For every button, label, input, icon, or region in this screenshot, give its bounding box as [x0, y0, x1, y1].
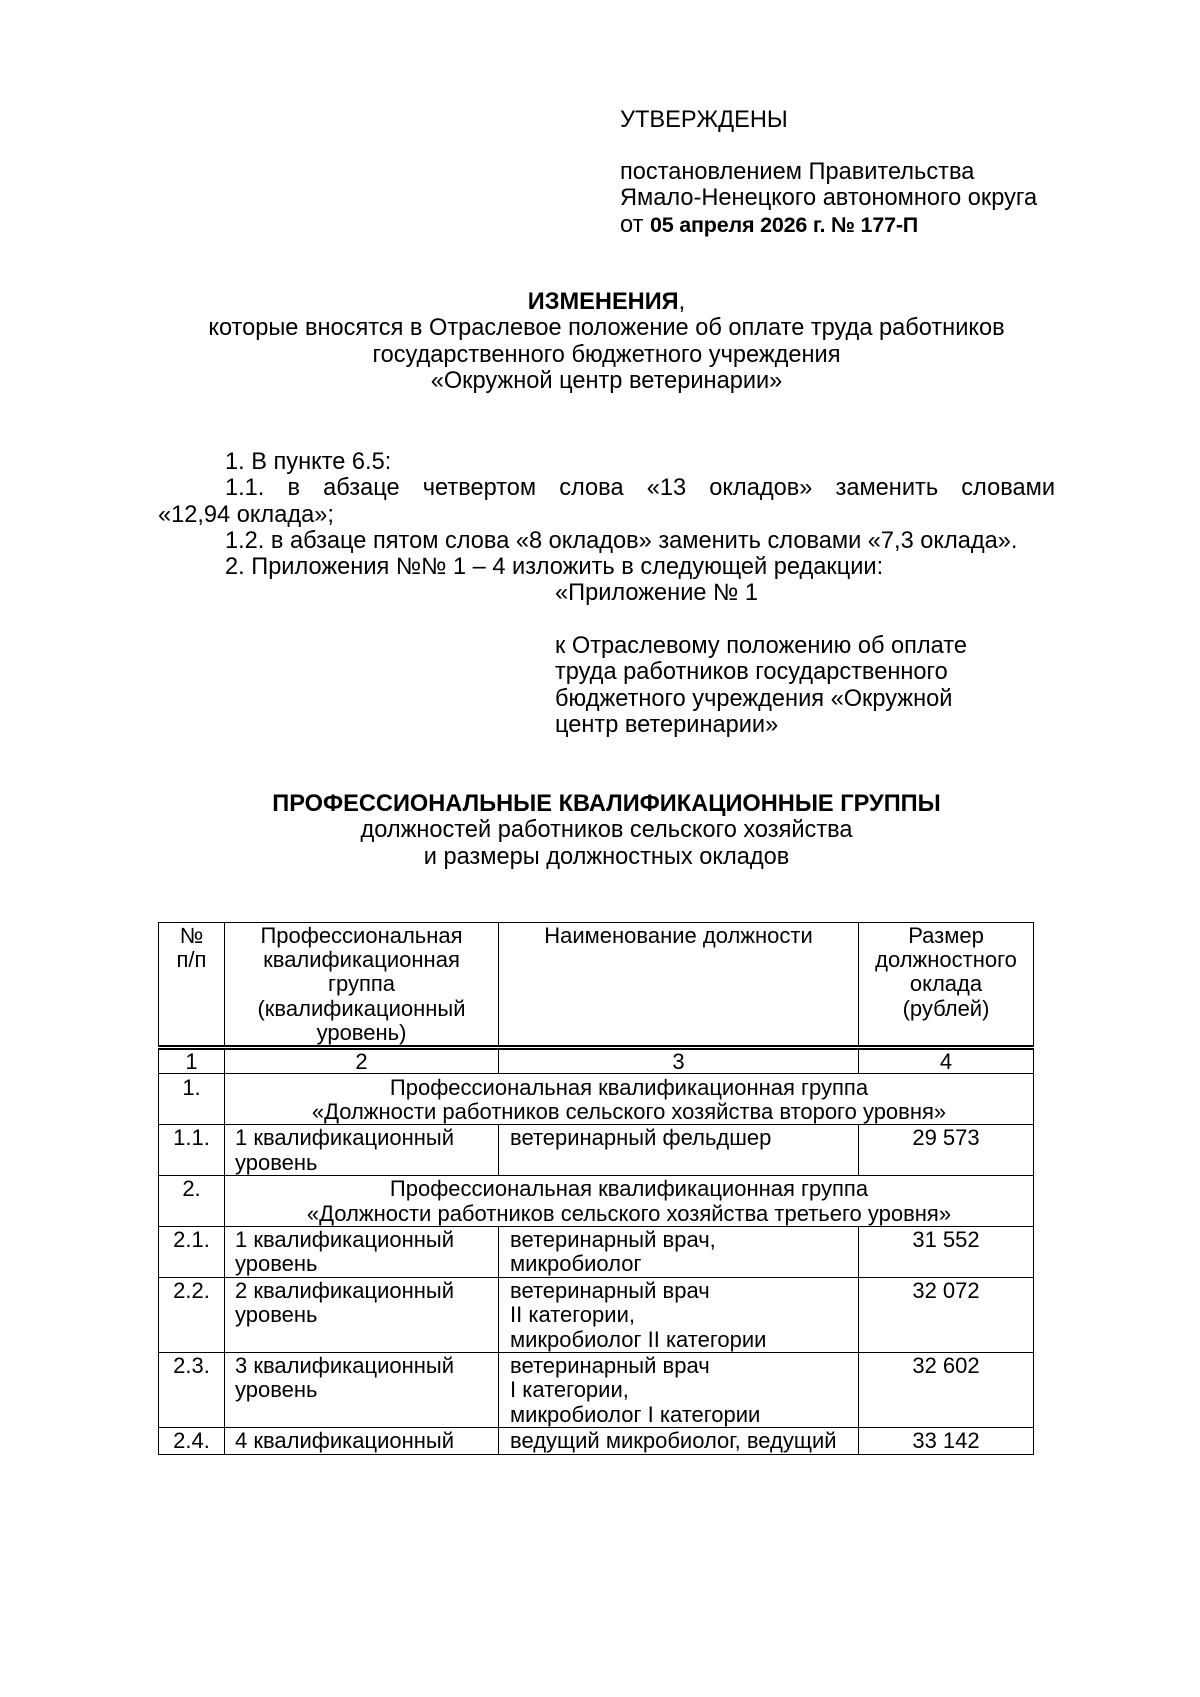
row-number: 2.1. [159, 1226, 225, 1277]
row-number: 2. [159, 1175, 225, 1226]
position-name: ветеринарный врач II категории, микробиолог II категории [499, 1277, 859, 1352]
header-cell-number: № п/п [159, 923, 225, 1048]
table-heading-line: и размеры должностных окладов [423, 843, 790, 870]
decree-prefix: от [620, 211, 650, 238]
table-heading-title: ПРОФЕССИОНАЛЬНЫЕ КВАЛИФИКАЦИОННЫЕ ГРУППЫ [272, 791, 941, 817]
qualification-level: 1 квалификационный уровень [225, 1124, 499, 1175]
position-name: ветеринарный врач, микробиолог [499, 1226, 859, 1277]
column-number: 2 [225, 1048, 499, 1074]
group-title: Профессиональная квалификационная группа «Должности работников сельского хозяйства третьего уровня» [225, 1175, 1034, 1226]
changes-subtitle-line: которые вносятся в Отраслевое положение об оплате труда работников [208, 315, 1005, 342]
row-number: 1.1. [159, 1124, 225, 1175]
position-name: ветеринарный фельдшер [499, 1124, 859, 1175]
table-row [159, 1277, 1034, 1352]
table-row [159, 1226, 1034, 1277]
amendment-items [0, 449, 1200, 607]
column-number: 1 [159, 1048, 225, 1074]
table-group-row [159, 1074, 1034, 1125]
qualification-groups-table [158, 922, 1034, 1455]
row-number: 1. [159, 1074, 225, 1125]
appendix-line: к Отраслевому положению об оплате [555, 633, 967, 659]
table-row [159, 1352, 1034, 1427]
changes-subtitle-line: государственного бюджетного учреждения [372, 341, 841, 368]
item-1-1-line-1: 1.1. в абзаце четвертом слова «13 окладов» заменить словами [225, 475, 1055, 502]
decree-reference [620, 212, 1037, 238]
salary-value: 31 552 [859, 1226, 1034, 1277]
appendix-line: центр ветеринарии» [555, 711, 779, 738]
salary-value: 32 072 [859, 1277, 1034, 1352]
row-number: 2.2. [159, 1277, 225, 1352]
group-title: Профессиональная квалификационная группа «Должности работников сельского хозяйства второго уровня» [225, 1074, 1034, 1125]
item-2: 2. Приложения №№ 1 – 4 изложить в следующей редакции: [225, 554, 884, 581]
column-number: 3 [499, 1048, 859, 1074]
header-cell-salary: Размер должностного оклада (рублей) [859, 923, 1034, 1048]
header-cell-position: Наименование должности [499, 923, 859, 1048]
item-1: 1. В пункте 6.5: [225, 449, 392, 475]
table-heading [158, 791, 1055, 870]
position-name: ветеринарный врач I категории, микробиолог I категории [499, 1352, 859, 1427]
table-row [159, 1427, 1034, 1454]
salary-value: 32 602 [859, 1352, 1034, 1427]
approval-title: УТВЕРЖДЕНЫ [620, 107, 788, 133]
appendix-line: труда работников государственного [555, 659, 948, 686]
item-1-2: 1.2. в абзаце пятом слова «8 окладов» заменить словами «7,3 оклада». [225, 527, 1018, 554]
appendix-line: бюджетного учреждения «Окружной [555, 685, 953, 712]
appendix-title: «Приложение № 1 [555, 580, 759, 607]
item-1-1-line-2: «12,94 оклада»; [158, 501, 334, 528]
changes-title [158, 289, 1055, 315]
table-group-row [159, 1175, 1034, 1226]
salary-value: 29 573 [859, 1124, 1034, 1175]
row-number: 2.4. [159, 1427, 225, 1454]
approval-line: Ямало-Ненецкого автономного округа [620, 185, 1038, 212]
qualification-level: 2 квалификационный уровень [225, 1277, 499, 1352]
row-number: 2.3. [159, 1352, 225, 1427]
qualification-level: 3 квалификационный уровень [225, 1352, 499, 1427]
qualification-level: 4 квалификационный [225, 1427, 499, 1454]
column-number-row [159, 1048, 1034, 1074]
appendix-reference [555, 633, 967, 738]
changes-title-word: ИЗМЕНЕНИЯ [527, 289, 679, 315]
approval-line: постановлением Правительства [620, 159, 975, 185]
header-cell-group: Профессиональная квалификационная группа (квалификационный уровень) [225, 923, 499, 1048]
position-name: ведущий микробиолог, ведущий [499, 1427, 859, 1454]
qualification-level: 1 квалификационный уровень [225, 1226, 499, 1277]
column-number: 4 [859, 1048, 1034, 1074]
changes-subtitle-line: «Окружной центр ветеринарии» [430, 367, 783, 394]
salary-value: 33 142 [859, 1427, 1034, 1454]
table-row [159, 1124, 1034, 1175]
approval-block [620, 159, 1037, 238]
table-heading-line: должностей работников сельского хозяйства [360, 817, 853, 844]
decree-date-number: 05 апреля 2026 г. № 177-П [649, 212, 919, 237]
table-header-row [159, 923, 1034, 1048]
changes-title-comma: , [678, 289, 686, 315]
changes-heading [158, 289, 1055, 394]
